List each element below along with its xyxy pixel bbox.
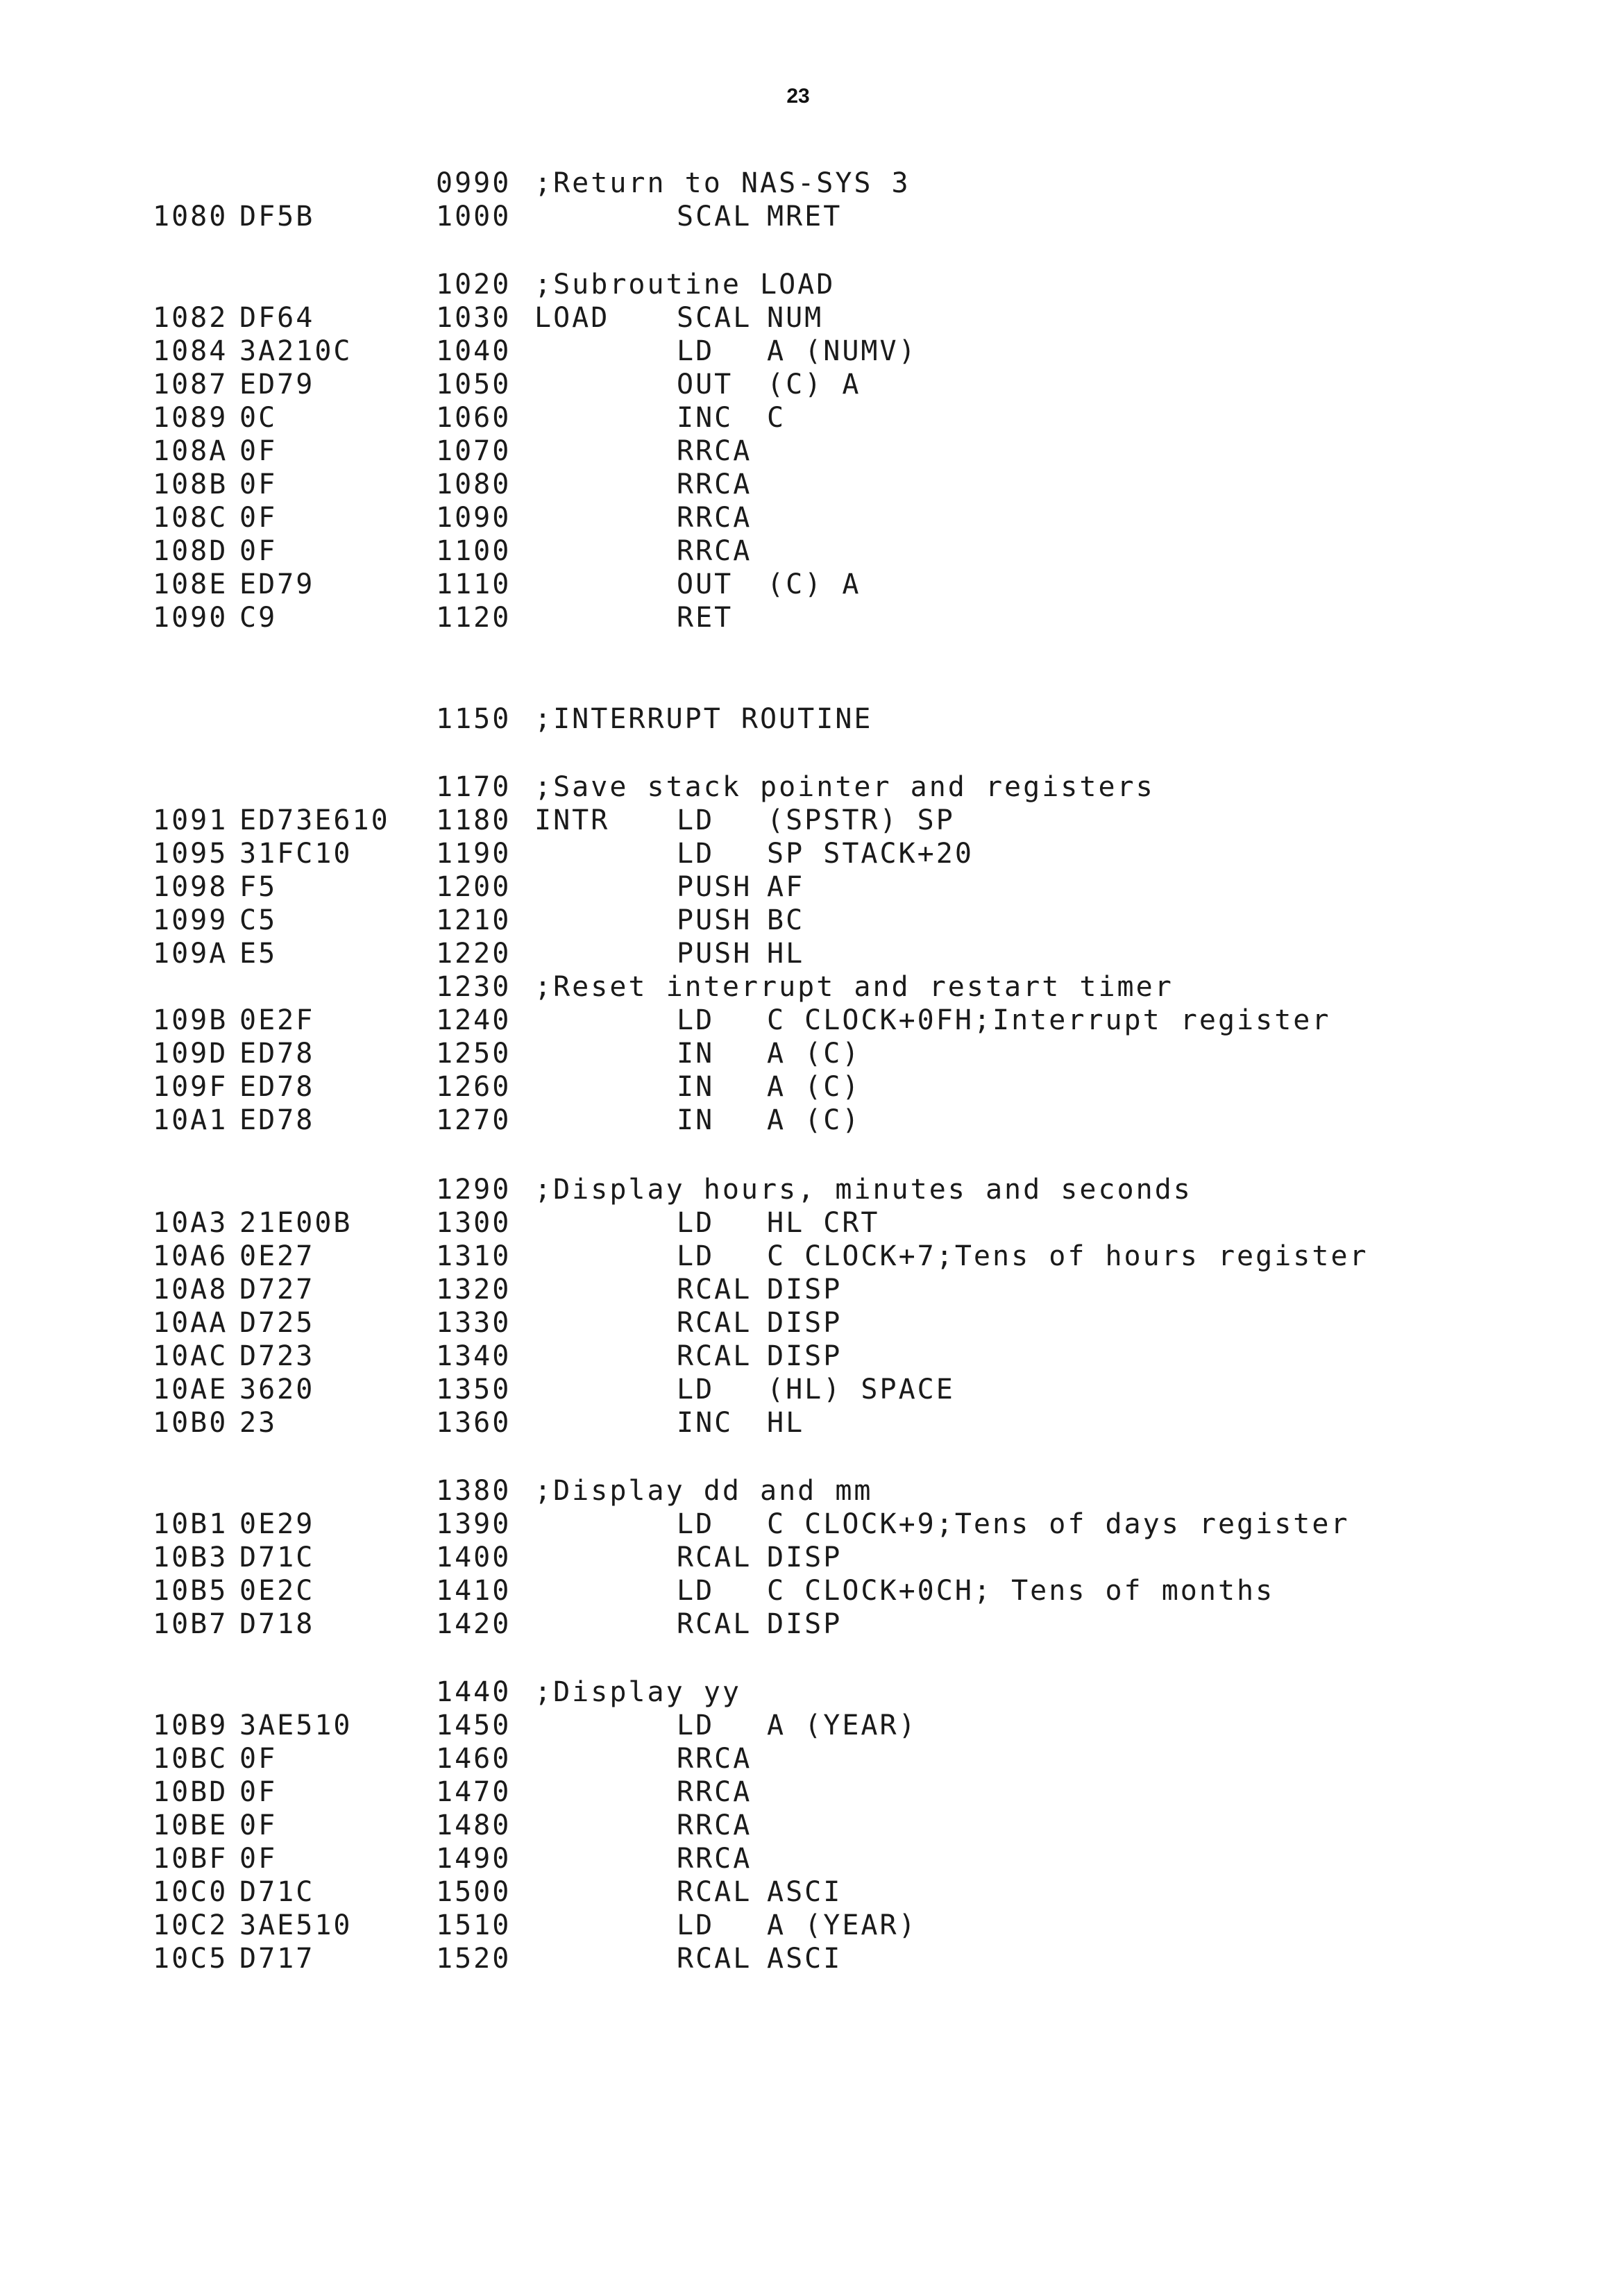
operand: A (C) bbox=[767, 1104, 861, 1136]
line-number: 1360 bbox=[436, 1407, 511, 1439]
listing-line bbox=[0, 1373, 1624, 1406]
listing-line bbox=[0, 200, 1624, 233]
machine-code: 31FC10 bbox=[239, 838, 353, 870]
comment: ;Return to NAS-SYS 3 bbox=[534, 167, 911, 199]
mnemonic: RRCA bbox=[677, 1776, 752, 1808]
mnemonic: OUT bbox=[677, 369, 734, 400]
mnemonic: OUT bbox=[677, 568, 734, 600]
line-number: 1410 bbox=[436, 1575, 511, 1607]
label: INTR bbox=[534, 804, 610, 836]
comment: ;Display hours, minutes and seconds bbox=[534, 1174, 1192, 1206]
operand: (SPSTR) SP bbox=[767, 804, 955, 836]
line-number: 1220 bbox=[436, 938, 511, 970]
machine-code: D718 bbox=[239, 1608, 315, 1640]
address: 10B7 bbox=[153, 1608, 228, 1640]
address: 10C2 bbox=[153, 1909, 228, 1941]
line-number: 1020 bbox=[436, 269, 511, 301]
line-number: 1320 bbox=[436, 1274, 511, 1306]
line-number: 1100 bbox=[436, 535, 511, 567]
listing-line bbox=[0, 434, 1624, 468]
listing-line bbox=[0, 1842, 1624, 1875]
address: 10C0 bbox=[153, 1876, 228, 1908]
machine-code: 0E27 bbox=[239, 1240, 315, 1272]
listing-line bbox=[0, 335, 1624, 368]
listing-line bbox=[0, 601, 1624, 634]
comment: ;Display yy bbox=[534, 1676, 741, 1708]
machine-code: 0F bbox=[239, 1743, 278, 1775]
listing-line bbox=[0, 501, 1624, 534]
machine-code: ED78 bbox=[239, 1071, 315, 1103]
address: 1080 bbox=[153, 201, 228, 233]
mnemonic: PUSH bbox=[677, 871, 752, 903]
address: 10A6 bbox=[153, 1240, 228, 1272]
line-number: 1080 bbox=[436, 469, 511, 500]
line-number: 1510 bbox=[436, 1909, 511, 1941]
mnemonic: IN bbox=[677, 1104, 715, 1136]
line-number: 1090 bbox=[436, 502, 511, 534]
mnemonic: RCAL bbox=[677, 1340, 752, 1372]
listing-line bbox=[0, 268, 1624, 301]
machine-code: 0E29 bbox=[239, 1508, 315, 1540]
listing-line bbox=[0, 1406, 1624, 1440]
line-number: 1270 bbox=[436, 1104, 511, 1136]
line-number: 1300 bbox=[436, 1207, 511, 1239]
mnemonic: IN bbox=[677, 1038, 715, 1070]
line-number: 1060 bbox=[436, 402, 511, 434]
line-number: 1490 bbox=[436, 1843, 511, 1875]
listing-line bbox=[0, 1240, 1624, 1273]
comment: ;INTERRUPT ROUTINE bbox=[534, 703, 873, 735]
address: 10B9 bbox=[153, 1710, 228, 1741]
address: 1089 bbox=[153, 402, 228, 434]
machine-code: ED79 bbox=[239, 568, 315, 600]
mnemonic: SCAL bbox=[677, 201, 752, 233]
machine-code: ED79 bbox=[239, 369, 315, 400]
operand: MRET bbox=[767, 201, 843, 233]
mnemonic: LD bbox=[677, 1710, 715, 1741]
label: LOAD bbox=[534, 302, 610, 334]
listing-line bbox=[0, 1809, 1624, 1842]
comment: ;Display dd and mm bbox=[534, 1475, 873, 1507]
line-number: 1420 bbox=[436, 1608, 511, 1640]
line-number: 1250 bbox=[436, 1038, 511, 1070]
operand: A (YEAR) bbox=[767, 1710, 917, 1741]
listing-line bbox=[0, 1104, 1624, 1137]
listing-line bbox=[0, 1875, 1624, 1909]
listing-line bbox=[0, 837, 1624, 870]
machine-code: D71C bbox=[239, 1542, 315, 1573]
line-number: 1330 bbox=[436, 1307, 511, 1339]
operand: ASCI bbox=[767, 1943, 843, 1975]
machine-code: ED78 bbox=[239, 1104, 315, 1136]
comment: ;Subroutine LOAD bbox=[534, 269, 836, 301]
address: 10A3 bbox=[153, 1207, 228, 1239]
listing-line bbox=[0, 1775, 1624, 1809]
machine-code: 0F bbox=[239, 1809, 278, 1841]
listing-line bbox=[0, 1574, 1624, 1607]
line-number: 1500 bbox=[436, 1876, 511, 1908]
machine-code: 3620 bbox=[239, 1374, 315, 1406]
machine-code: ED73E610 bbox=[239, 804, 390, 836]
operand: NUM bbox=[767, 302, 824, 334]
line-number: 1170 bbox=[436, 771, 511, 803]
machine-code: 0F bbox=[239, 535, 278, 567]
machine-code: DF64 bbox=[239, 302, 315, 334]
listing-line bbox=[0, 1709, 1624, 1742]
mnemonic: RRCA bbox=[677, 502, 752, 534]
address: 10A8 bbox=[153, 1274, 228, 1306]
address: 1090 bbox=[153, 602, 228, 634]
operand: A (NUMV) bbox=[767, 335, 917, 367]
listing-line bbox=[0, 1340, 1624, 1373]
line-number: 1340 bbox=[436, 1340, 511, 1372]
address: 10AA bbox=[153, 1307, 228, 1339]
mnemonic: LD bbox=[677, 1374, 715, 1406]
address: 10B0 bbox=[153, 1407, 228, 1439]
mnemonic: RET bbox=[677, 602, 734, 634]
line-number: 1110 bbox=[436, 568, 511, 600]
mnemonic: RRCA bbox=[677, 535, 752, 567]
address: 10B1 bbox=[153, 1508, 228, 1540]
address: 1087 bbox=[153, 369, 228, 400]
operand: BC bbox=[767, 904, 805, 936]
machine-code: F5 bbox=[239, 871, 278, 903]
mnemonic: LD bbox=[677, 1207, 715, 1239]
comment: ;Save stack pointer and registers bbox=[534, 771, 1155, 803]
operand: (C) A bbox=[767, 568, 861, 600]
line-number: 1440 bbox=[436, 1676, 511, 1708]
operand: DISP bbox=[767, 1542, 843, 1573]
listing-line bbox=[0, 301, 1624, 335]
address: 10A1 bbox=[153, 1104, 228, 1136]
listing-line bbox=[0, 1273, 1624, 1306]
line-number: 1380 bbox=[436, 1475, 511, 1507]
address: 1091 bbox=[153, 804, 228, 836]
mnemonic: RCAL bbox=[677, 1274, 752, 1306]
listing-line bbox=[0, 1004, 1624, 1037]
mnemonic: PUSH bbox=[677, 938, 752, 970]
address: 1084 bbox=[153, 335, 228, 367]
mnemonic: RCAL bbox=[677, 1307, 752, 1339]
listing-line bbox=[0, 1909, 1624, 1942]
listing-line bbox=[0, 1206, 1624, 1240]
line-number: 1520 bbox=[436, 1943, 511, 1975]
listing-line bbox=[0, 870, 1624, 904]
address: 10AE bbox=[153, 1374, 228, 1406]
mnemonic: IN bbox=[677, 1071, 715, 1103]
line-number: 1200 bbox=[436, 871, 511, 903]
operand: HL CRT bbox=[767, 1207, 880, 1239]
address: 1099 bbox=[153, 904, 228, 936]
listing-line bbox=[0, 1306, 1624, 1340]
operand: C CLOCK+0CH; Tens of months bbox=[767, 1575, 1275, 1607]
mnemonic: RRCA bbox=[677, 469, 752, 500]
line-number: 1180 bbox=[436, 804, 511, 836]
machine-code: 0F bbox=[239, 435, 278, 467]
machine-code: D725 bbox=[239, 1307, 315, 1339]
listing-line bbox=[0, 1037, 1624, 1070]
mnemonic: RRCA bbox=[677, 435, 752, 467]
operand: C CLOCK+0FH;Interrupt register bbox=[767, 1004, 1331, 1036]
listing-line bbox=[0, 1474, 1624, 1508]
machine-code: 23 bbox=[239, 1407, 278, 1439]
address: 10BE bbox=[153, 1809, 228, 1841]
address: 10C5 bbox=[153, 1943, 228, 1975]
line-number: 1290 bbox=[436, 1174, 511, 1206]
line-number: 1390 bbox=[436, 1508, 511, 1540]
line-number: 1070 bbox=[436, 435, 511, 467]
operand: C bbox=[767, 402, 786, 434]
listing-line bbox=[0, 804, 1624, 837]
machine-code: ED78 bbox=[239, 1038, 315, 1070]
operand: ASCI bbox=[767, 1876, 843, 1908]
address: 108B bbox=[153, 469, 228, 500]
machine-code: D727 bbox=[239, 1274, 315, 1306]
mnemonic: LD bbox=[677, 838, 715, 870]
listing-line bbox=[0, 401, 1624, 434]
listing-line bbox=[0, 1742, 1624, 1775]
machine-code: 3A210C bbox=[239, 335, 353, 367]
operand: DISP bbox=[767, 1274, 843, 1306]
operand: DISP bbox=[767, 1608, 843, 1640]
mnemonic: LD bbox=[677, 804, 715, 836]
listing-line bbox=[0, 904, 1624, 937]
mnemonic: RRCA bbox=[677, 1743, 752, 1775]
line-number: 1000 bbox=[436, 201, 511, 233]
mnemonic: LD bbox=[677, 1004, 715, 1036]
address: 10B3 bbox=[153, 1542, 228, 1573]
mnemonic: RRCA bbox=[677, 1809, 752, 1841]
operand: DISP bbox=[767, 1307, 843, 1339]
mnemonic: LD bbox=[677, 335, 715, 367]
listing-line bbox=[0, 970, 1624, 1004]
line-number: 1190 bbox=[436, 838, 511, 870]
line-number: 0990 bbox=[436, 167, 511, 199]
line-number: 1480 bbox=[436, 1809, 511, 1841]
listing-line bbox=[0, 770, 1624, 804]
line-number: 1400 bbox=[436, 1542, 511, 1573]
operand: C CLOCK+7;Tens of hours register bbox=[767, 1240, 1369, 1272]
listing-line bbox=[0, 937, 1624, 970]
listing-line bbox=[0, 1675, 1624, 1709]
operand: C CLOCK+9;Tens of days register bbox=[767, 1508, 1350, 1540]
mnemonic: RCAL bbox=[677, 1943, 752, 1975]
listing-line bbox=[0, 1541, 1624, 1574]
machine-code: 0F bbox=[239, 502, 278, 534]
mnemonic: SCAL bbox=[677, 302, 752, 334]
listing-line bbox=[0, 1070, 1624, 1104]
operand: AF bbox=[767, 871, 805, 903]
listing-line bbox=[0, 1173, 1624, 1206]
line-number: 1310 bbox=[436, 1240, 511, 1272]
listing-line bbox=[0, 1942, 1624, 1975]
machine-code: 0E2F bbox=[239, 1004, 315, 1036]
machine-code: C5 bbox=[239, 904, 278, 936]
mnemonic: PUSH bbox=[677, 904, 752, 936]
operand: (HL) SPACE bbox=[767, 1374, 955, 1406]
mnemonic: RRCA bbox=[677, 1843, 752, 1875]
page-number: 23 bbox=[786, 85, 810, 108]
machine-code: 0F bbox=[239, 469, 278, 500]
listing-line bbox=[0, 1508, 1624, 1541]
line-number: 1450 bbox=[436, 1710, 511, 1741]
address: 109F bbox=[153, 1071, 228, 1103]
address: 10B5 bbox=[153, 1575, 228, 1607]
address: 10AC bbox=[153, 1340, 228, 1372]
operand: HL bbox=[767, 1407, 805, 1439]
address: 10BD bbox=[153, 1776, 228, 1808]
mnemonic: LD bbox=[677, 1240, 715, 1272]
line-number: 1030 bbox=[436, 302, 511, 334]
mnemonic: RCAL bbox=[677, 1608, 752, 1640]
address: 109A bbox=[153, 938, 228, 970]
listing-line bbox=[0, 1607, 1624, 1641]
mnemonic: LD bbox=[677, 1508, 715, 1540]
machine-code: D717 bbox=[239, 1943, 315, 1975]
address: 10BC bbox=[153, 1743, 228, 1775]
line-number: 1050 bbox=[436, 369, 511, 400]
line-number: 1470 bbox=[436, 1776, 511, 1808]
address: 109B bbox=[153, 1004, 228, 1036]
operand: DISP bbox=[767, 1340, 843, 1372]
address: 10BF bbox=[153, 1843, 228, 1875]
line-number: 1150 bbox=[436, 703, 511, 735]
line-number: 1040 bbox=[436, 335, 511, 367]
machine-code: 3AE510 bbox=[239, 1909, 353, 1941]
machine-code: DF5B bbox=[239, 201, 315, 233]
line-number: 1210 bbox=[436, 904, 511, 936]
machine-code: 0C bbox=[239, 402, 278, 434]
line-number: 1120 bbox=[436, 602, 511, 634]
listing-line bbox=[0, 368, 1624, 401]
operand: HL bbox=[767, 938, 805, 970]
operand: A (YEAR) bbox=[767, 1909, 917, 1941]
machine-code: E5 bbox=[239, 938, 278, 970]
mnemonic: RCAL bbox=[677, 1876, 752, 1908]
address: 1082 bbox=[153, 302, 228, 334]
line-number: 1260 bbox=[436, 1071, 511, 1103]
machine-code: D71C bbox=[239, 1876, 315, 1908]
mnemonic: LD bbox=[677, 1575, 715, 1607]
mnemonic: LD bbox=[677, 1909, 715, 1941]
operand: (C) A bbox=[767, 369, 861, 400]
listing-line bbox=[0, 167, 1624, 200]
address: 108D bbox=[153, 535, 228, 567]
machine-code: C9 bbox=[239, 602, 278, 634]
machine-code: 0F bbox=[239, 1843, 278, 1875]
address: 109D bbox=[153, 1038, 228, 1070]
operand: A (C) bbox=[767, 1038, 861, 1070]
machine-code: 21E00B bbox=[239, 1207, 353, 1239]
address: 108A bbox=[153, 435, 228, 467]
mnemonic: INC bbox=[677, 402, 734, 434]
address: 108C bbox=[153, 502, 228, 534]
listing-line bbox=[0, 702, 1624, 736]
address: 1098 bbox=[153, 871, 228, 903]
line-number: 1350 bbox=[436, 1374, 511, 1406]
address: 108E bbox=[153, 568, 228, 600]
listing-line bbox=[0, 468, 1624, 501]
line-number: 1230 bbox=[436, 971, 511, 1003]
comment: ;Reset interrupt and restart timer bbox=[534, 971, 1174, 1003]
machine-code: D723 bbox=[239, 1340, 315, 1372]
line-number: 1240 bbox=[436, 1004, 511, 1036]
address: 1095 bbox=[153, 838, 228, 870]
mnemonic: RCAL bbox=[677, 1542, 752, 1573]
listing-line bbox=[0, 568, 1624, 601]
machine-code: 0F bbox=[239, 1776, 278, 1808]
mnemonic: INC bbox=[677, 1407, 734, 1439]
operand: A (C) bbox=[767, 1071, 861, 1103]
operand: SP STACK+20 bbox=[767, 838, 974, 870]
listing-line bbox=[0, 534, 1624, 568]
line-number: 1460 bbox=[436, 1743, 511, 1775]
machine-code: 3AE510 bbox=[239, 1710, 353, 1741]
machine-code: 0E2C bbox=[239, 1575, 315, 1607]
